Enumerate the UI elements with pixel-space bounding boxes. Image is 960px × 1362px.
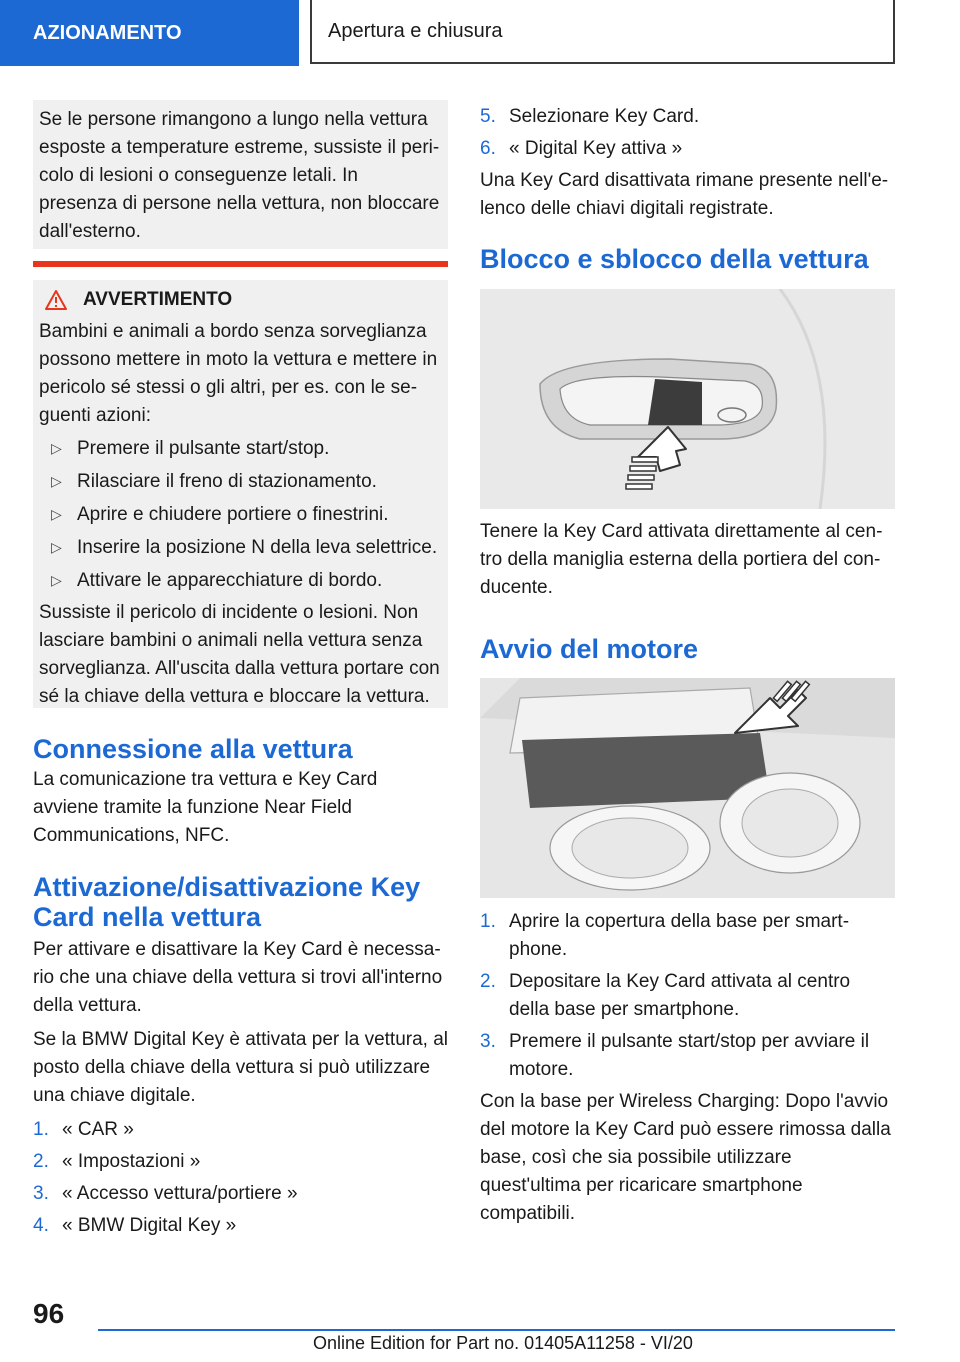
list-item: ▷ Inserire la posizione N della leva selettrice.	[39, 531, 440, 564]
list-item: 3. « Accesso vettura/portiere »	[33, 1183, 298, 1204]
list-item: 4. « BMW Digital Key »	[33, 1215, 237, 1236]
caution-box	[33, 100, 448, 249]
list-item: 2. Depositare la Key Card attivata al centro della base per smartphone.	[480, 971, 851, 1020]
deactivation-note: Una Key Card disattivata rimane presente nell'elenco delle chiavi digitali registrate.	[480, 170, 889, 219]
bullet-triangle-icon: ▷	[51, 506, 62, 522]
list-item: 1. « CAR »	[33, 1119, 134, 1140]
activation-p2: Se la BMW Digital Key è attivata per la vettura, al posto della chiave della vettura si può utilizzare una chiave digitale.	[33, 1029, 449, 1106]
connection-text: La comunicazione tra vettura e Key Card avviene tramite la funzione Near Field Communications, NFC.	[33, 769, 378, 846]
list-item: ▷ Aprire e chiudere portiere o finestrini.	[39, 498, 440, 531]
bullet-triangle-icon: ▷	[51, 572, 62, 588]
chapter-title: Apertura e chiusura	[310, 0, 895, 64]
activation-heading: Attivazione/disattivazione Key Card nella vettura	[33, 872, 421, 932]
section-tab: AZIONAMENTO	[0, 0, 299, 66]
start-section-heading	[480, 634, 895, 664]
list-item: 3. Premere il pulsante start/stop per avviare il motore.	[480, 1031, 870, 1080]
activation-steps	[33, 1116, 448, 1240]
activation-steps-continued	[480, 103, 895, 163]
warning-bullets	[39, 432, 440, 597]
warning-heading	[39, 286, 440, 314]
warning-triangle-icon	[45, 290, 67, 310]
door-handle-illustration	[480, 289, 895, 509]
bullet-triangle-icon: ▷	[51, 539, 62, 555]
warning-box	[33, 280, 448, 708]
smartphone-base-image	[480, 678, 895, 898]
list-item: 6. « Digital Key attiva »	[480, 138, 683, 159]
warning-title: AVVERTIMENTO	[83, 289, 233, 310]
activation-p1: Per attivare e disattivare la Key Card è necessario che una chiave della vettura si trovi all'interno della vettura.	[33, 939, 443, 1016]
page-header	[0, 0, 960, 66]
lock-section	[480, 518, 895, 602]
start-section	[480, 908, 895, 1228]
list-item: 5. Selezionare Key Card.	[480, 106, 700, 127]
list-item: 2. « Impostazioni »	[33, 1151, 201, 1172]
wireless-charging-note: Con la base per Wireless Charging: Dopo l'avvio del motore la Key Card può essere rimossa dalla base, così che sia possibile utilizzare quest'ultima per ricaricare smartphone compatibili.	[480, 1091, 891, 1224]
connection-section	[33, 734, 448, 850]
activation-section	[33, 872, 448, 1244]
lock-section-heading	[480, 244, 895, 274]
list-item: ▷ Premere il pulsante start/stop.	[39, 432, 440, 465]
list-item: 1. Aprire la copertura della base per smartphone.	[480, 911, 850, 960]
door-handle-image	[480, 289, 895, 509]
footer-divider	[98, 1329, 895, 1331]
warning-bar	[33, 261, 448, 267]
start-heading: Avvio del motore	[480, 634, 699, 664]
page-number: 96	[33, 1298, 65, 1329]
footer-edition: Online Edition for Part no. 01405A11258 - VI/20	[313, 1333, 693, 1353]
bullet-triangle-icon: ▷	[51, 473, 62, 489]
list-item: ▷ Attivare le apparecchiature di bordo.	[39, 564, 440, 597]
bullet-triangle-icon: ▷	[51, 440, 62, 456]
activation-steps-cont	[480, 103, 895, 223]
connection-heading: Connessione alla vettura	[33, 734, 353, 764]
lock-heading: Blocco e sblocco della vettura	[480, 244, 869, 274]
list-item: ▷ Rilasciare il freno di stazionamento.	[39, 465, 440, 498]
lock-text: Tenere la Key Card attivata direttamente al centro della maniglia esterna della portiera del conducente.	[480, 521, 883, 598]
warning-outro: Sussiste il pericolo di incidente o lesioni. Non lasciare bambini o animali nella vettura senza sorveglianza. All'uscita dalla vettura portare con sé la chiave della vettura e bloccare la vettura.	[39, 602, 440, 707]
start-steps	[480, 908, 895, 1084]
smartphone-base-illustration	[480, 678, 895, 898]
warning-intro: Bambini e animali a bordo senza sorveglianza possono mettere in moto la vettura e mettere in pericolo sé stessi o gli altri, per es. con le seguenti azioni:	[39, 321, 438, 426]
caution-text: Se le persone rimangono a lungo nella vettura esposte a temperature estreme, sussiste il pericolo di lesioni o conseguenze letali. In presenza di persone nella vettura, non bloccare dall'esterno.	[39, 109, 440, 242]
